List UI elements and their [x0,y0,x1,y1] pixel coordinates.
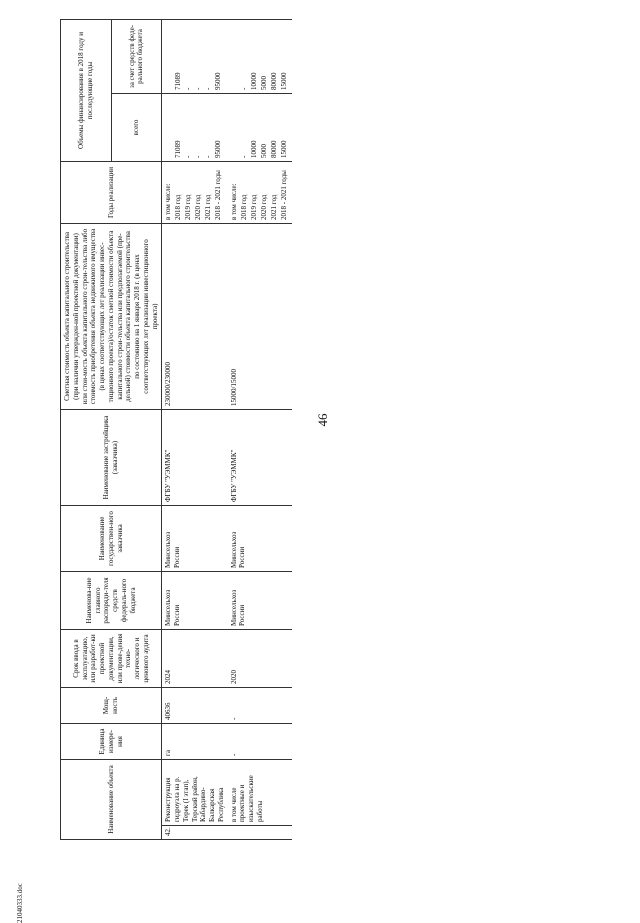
unit-cell: га [162,723,228,759]
developer-cell: ФГБУ "УЭММК" [162,409,228,505]
header-name: Наименование объекта [61,759,162,839]
cost-cell: 15000/15000 [228,223,292,409]
total-cell [228,93,292,161]
federal-value: 80000 [269,72,278,90]
federal-cell [228,19,292,93]
capacity-cell: - [228,687,292,723]
year-label: 2021 год [204,194,213,220]
header-total: всего [111,93,162,161]
developer-cell: ФГБУ "УЭММК" [228,409,292,505]
federal-value [164,23,174,90]
deadline-cell: 2024 [162,629,228,687]
header-cost: Сметная стоимость объекта капитального строительства (при наличии утвержден-ной проектной документации) или стои-мость объекта капитального строи-тельства либо стоимость приобретения объекта недвижимого имущества (в ценах соответствующих лет реализации инвес-тиционного проекта)/остаток сметной стоимости объекта капитального строи-тельства или предполагаемой (пре-дельной) стоимости объекта капитального строительства по состоянию на 1 января 2018 г. (в ценах соответствующих лет реализации инвестиционного проекта) [61,223,162,409]
federal-value: 10000 [249,72,258,90]
total-value: 5000 [259,143,268,158]
total-value: - [239,155,248,158]
chief-manager-cell: Минсельхоз России [228,571,292,629]
deadline-cell: 2020 [228,629,292,687]
federal-value [230,23,240,90]
chief-manager-cell: Минсельхоз России [162,571,228,629]
header-federal: за счет средств феде-рального бюджета [111,19,162,93]
total-value: - [194,155,203,158]
federal-value: - [194,87,203,90]
header-chief-manager: Наименова-ние главного распоряди-теля средств федераль-ного бюджета [61,571,162,629]
year-label: в том числе: [164,183,173,220]
year-label: 2018 год [174,194,183,220]
federal-value: 95000 [214,72,223,90]
state-customer-cell: Минсельхоз России [228,505,292,571]
federal-value: - [239,87,248,90]
row-number: 42. [162,826,228,840]
footer-filename: 21040333.doc [16,883,24,923]
header-years: Годы реализации [61,161,162,223]
years-cell [228,161,292,223]
federal-value: 71089 [174,72,183,90]
years-cell [162,161,228,223]
capacity-cell: 40636 [162,687,228,723]
header-developer: Наименование застройщика (заказчика) [61,409,162,505]
year-label: 2018 - 2021 годы [279,170,288,220]
year-label: 2018 - 2021 годы [214,170,223,220]
table-row [162,19,228,839]
row-number [228,826,292,840]
federal-value: 15000 [279,72,288,90]
year-label: 2021 год [269,194,278,220]
header-deadline: Срок ввода в эксплуатацию, или разработ-ки проектной документации, или прове-дения техно-логического и ценового аудита [61,629,162,687]
total-value: 71089 [174,140,183,158]
federal-cell [162,19,228,93]
year-label: 2020 год [259,194,268,220]
total-value: - [184,155,193,158]
state-customer-cell: Минсельхоз России [162,505,228,571]
table-row [228,19,292,839]
year-label: 2019 год [184,194,193,220]
total-value: - [204,155,213,158]
rotated-sheet [60,20,610,840]
investment-objects-table [60,19,292,840]
page-number: 46 [315,413,330,427]
total-value [230,97,240,158]
total-value: 15000 [279,140,288,158]
object-name: Реконструкция гидроузла на р. Терек (I этап), Терский район, Кабардино-Балкарская Республика [162,759,228,825]
year-label: в том числе: [229,183,238,220]
unit-cell: - [228,723,292,759]
header-funding: Объемы финансирования в 2018 году и последующие годы [61,19,112,161]
header-capacity: Мощ-ность [61,687,162,723]
total-value [164,97,174,158]
federal-value: - [204,87,213,90]
year-label: 2019 год [249,194,258,220]
total-value: 10000 [249,140,258,158]
header-unit: Единица измере-ния [61,723,162,759]
federal-value: 5000 [259,75,268,90]
total-value: 95000 [214,140,223,158]
year-label: 2020 год [194,194,203,220]
year-label: 2018 год [239,194,248,220]
header-row [61,19,112,839]
total-value: 80000 [269,140,278,158]
cost-cell: 230000/230000 [162,223,228,409]
header-state-customer: Наименование государствен-ного заказчика [61,505,162,571]
total-cell [162,93,228,161]
federal-value: - [184,87,193,90]
object-name: в том числе проектные и изыскательские работы [228,759,292,825]
